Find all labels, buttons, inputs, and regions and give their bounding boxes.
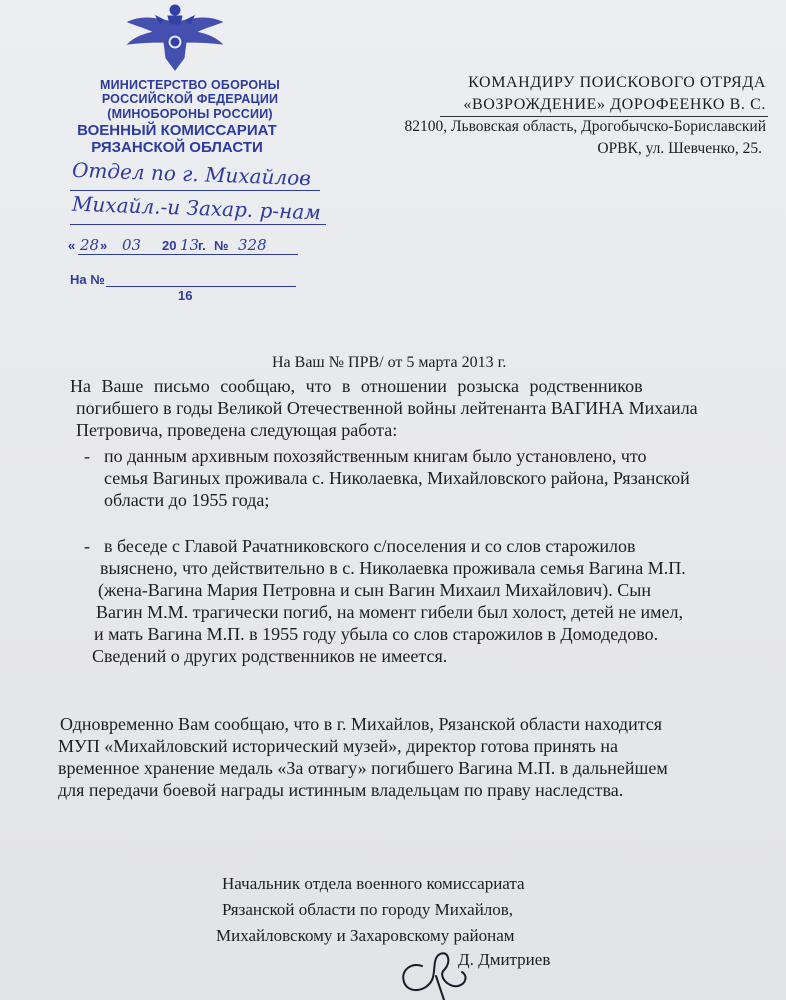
handwritten-districts: Михайл.-и Захар. р-нам xyxy=(71,191,322,225)
bullet-line: Сведений о других родственников не имеется. xyxy=(92,646,448,666)
bullet-line: семья Вагиных проживала с. Николаевка, Михайловского района, Рязанской xyxy=(104,468,690,488)
bullet-line: по данным архивным похозяйственным книгам было установлено, что xyxy=(104,446,647,466)
reference-line: На Ваш № ПРВ/ от 5 марта 2013 г. xyxy=(272,354,507,371)
signatory-title: Начальник отдела военного комиссариата xyxy=(222,874,525,893)
bullet-line: (жена-Вагина Мария Петровна и сын Вагин Михаил Михайлович). Сын xyxy=(98,580,651,600)
addressee-address: ОРВК, ул. Шевченко, 25. xyxy=(597,140,762,157)
signatory-name: Д. Дмитриев xyxy=(458,950,551,969)
bullet-line: области до 1955 года; xyxy=(104,490,270,510)
komissariat-stamp xyxy=(62,122,292,157)
addressee-line: «ВОЗРОЖДЕНИЕ» ДОРОФЕЕНКО В. С. xyxy=(463,96,766,113)
bullet-line: и мать Вагина М.П. в 1955 году убыла со слов старожилов в Домодедово. xyxy=(94,624,659,644)
stamp-underline xyxy=(70,190,320,191)
date-year-prefix: 20 xyxy=(162,238,177,253)
bullet-line: Вагин М.М. трагически погиб, на момент гибели был холост, детей не имел, xyxy=(96,602,683,622)
paragraph-line: Петровича, проведена следующая работа: xyxy=(76,420,398,440)
paragraph-line: для передачи боевой награды истинным владельцам по праву наследства. xyxy=(58,780,624,800)
double-headed-eagle-emblem-icon xyxy=(120,2,230,72)
na-underline xyxy=(106,286,296,287)
stamp-line: МИНИСТЕРСТВО ОБОРОНЫ xyxy=(100,78,280,92)
bullet-marker: - xyxy=(84,446,90,466)
na-label: На № xyxy=(70,272,105,287)
addressee-line: КОМАНДИРУ ПОИСКОВОГО ОТРЯДА xyxy=(468,74,766,91)
date-day: 28 xyxy=(80,236,100,254)
paragraph-line: МУП «Михайловский исторический музей», директор готова принять на xyxy=(58,736,619,756)
bullet-line: выяснено, что действительно в с. Николаевка проживала семья Вагина М.П. xyxy=(100,558,686,578)
addressee-address: 82100, Львовская область, Дрогобычско-Бориславский xyxy=(404,118,766,135)
paragraph-line: Одновременно Вам сообщаю, что в г. Михайлов, Рязанской области находится xyxy=(60,714,663,734)
signatory-title: Рязанской области по городу Михайлов, xyxy=(222,900,514,919)
stamp-line: РОССИЙСКОЙ ФЕДЕРАЦИИ xyxy=(101,92,279,107)
date-month: 03 xyxy=(122,236,142,254)
number-label: № xyxy=(214,238,229,253)
paragraph-line: На Ваше письмо сообщаю, что в отношении розыска родственников xyxy=(70,376,643,396)
date-underline xyxy=(78,254,298,255)
date-quote: « xyxy=(68,238,76,253)
bullet-marker: - xyxy=(84,536,90,556)
date-year: 13 xyxy=(180,236,200,254)
stamp-line: ВОЕННЫЙ КОМИССАРИАТ xyxy=(77,122,277,139)
stamp-underline xyxy=(70,224,326,225)
date-quote: » xyxy=(100,238,108,253)
stamp-line: РЯЗАНСКОЙ ОБЛАСТИ xyxy=(91,139,263,157)
paragraph-line: погибшего в годы Великой Отечественной войны лейтенанта ВАГИНА Михаила xyxy=(76,398,698,418)
date-year-suffix: г. xyxy=(198,238,206,253)
handwritten-department: Отдел по г. Михайлов xyxy=(71,157,312,191)
bullet-line: в беседе с Главой Рачатниковского с/поселения и со слов старожилов xyxy=(104,536,636,556)
stamp-line: (МИНОБОРОНЫ РОССИИ) xyxy=(107,106,273,121)
ministry-stamp xyxy=(60,78,320,121)
outgoing-date-number xyxy=(68,236,298,260)
addressee-underline xyxy=(440,116,768,117)
na-number: 16 xyxy=(178,288,193,303)
outgoing-number: 328 xyxy=(238,236,267,254)
signatory-title: Михайловскому и Захаровскому районам xyxy=(216,926,515,945)
paragraph-line: временное хранение медаль «За отвагу» погибшего Вагина М.П. в дальнейшем xyxy=(58,758,668,778)
